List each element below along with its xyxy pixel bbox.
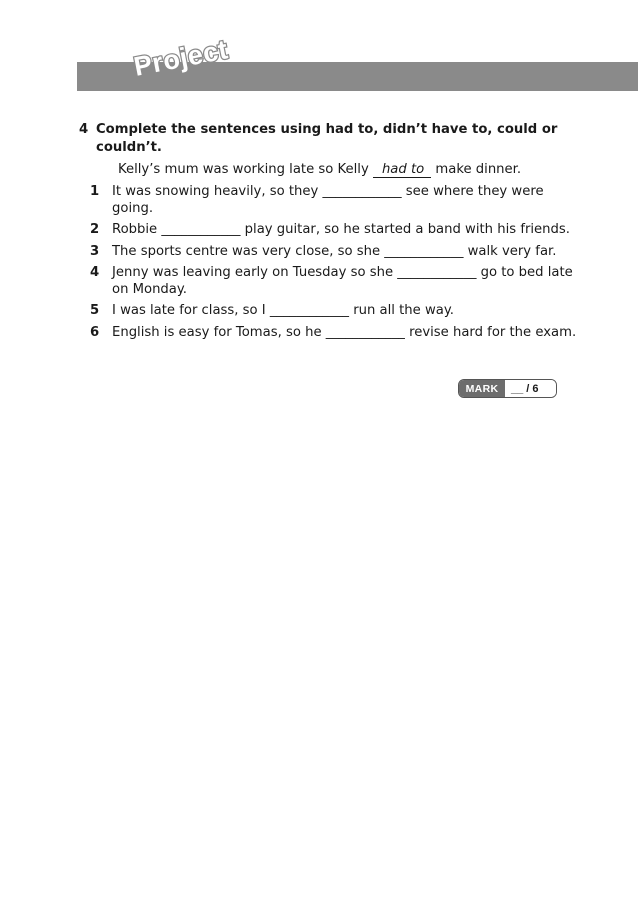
example-after: make dinner. — [431, 162, 522, 177]
mark-label: MARK — [459, 380, 505, 397]
example-sentence — [79, 161, 579, 178]
example-before: Kelly’s mum was working late so Kelly — [118, 162, 373, 177]
mark-box — [458, 379, 557, 398]
exercise-item — [79, 184, 579, 217]
example-answer: had to — [373, 162, 431, 178]
item-number: 1 — [90, 184, 100, 199]
exercise-heading — [79, 121, 579, 156]
item-number: 4 — [90, 265, 100, 280]
exercise-item — [79, 265, 579, 298]
item-text: Robbie ____________ play guitar, so he started a band with his friends. — [112, 222, 570, 237]
exercise-item — [79, 303, 579, 320]
item-number: 3 — [90, 243, 100, 259]
item-text: I was late for class, so I ____________ run all the way. — [112, 303, 454, 318]
exercise-item — [79, 244, 579, 261]
mark-score: __ / 6 — [505, 380, 556, 397]
exercise-items — [79, 184, 579, 341]
exercise-4 — [79, 121, 579, 346]
item-text: It was snowing heavily, so they ____________ see where they were going. — [112, 184, 544, 216]
item-number: 2 — [90, 222, 100, 237]
project-logo — [132, 34, 252, 94]
exercise-item — [79, 222, 579, 239]
item-text: Jenny was leaving early on Tuesday so she ____________ go to bed late on Monday. — [112, 265, 573, 297]
item-text: The sports centre was very close, so she ____________ walk very far. — [112, 243, 557, 259]
item-number: 6 — [90, 324, 100, 340]
item-text: English is easy for Tomas, so he ____________ revise hard for the exam. — [112, 324, 577, 340]
exercise-number: 4 — [79, 122, 89, 137]
exercise-item — [79, 325, 579, 342]
exercise-instruction: Complete the sentences using had to, didn’t have to, could or couldn’t. — [96, 122, 558, 155]
logo-title: Project — [131, 34, 231, 82]
item-number: 5 — [90, 303, 100, 318]
